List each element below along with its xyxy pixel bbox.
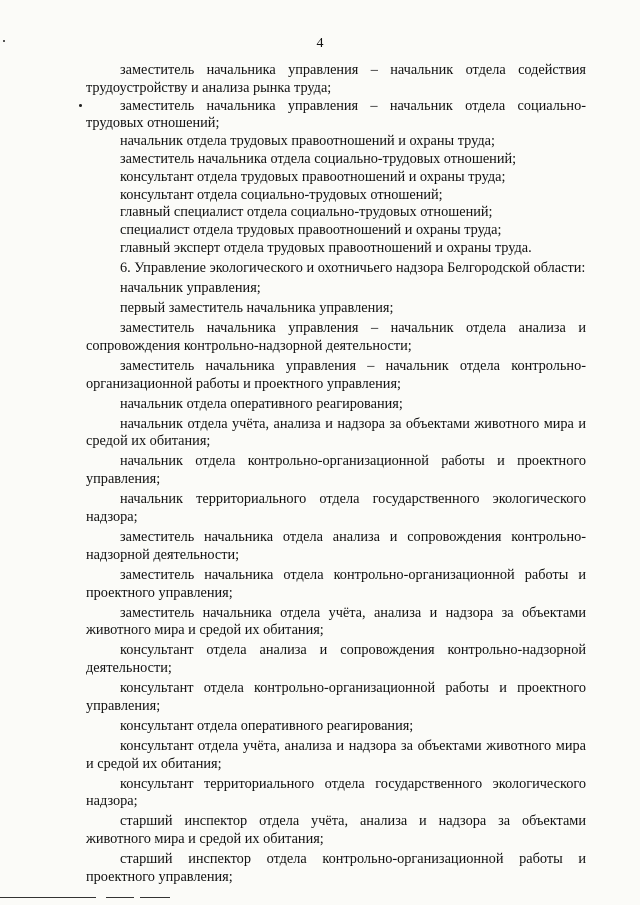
scan-edge-line (140, 897, 170, 898)
list-item: начальник управления; (120, 280, 261, 297)
section-heading: 6. Управление экологического и охотничьего надзора Белгородской области: (120, 260, 586, 277)
list-item: начальник территориального отдела государственного экологического надзора; (86, 491, 586, 526)
list-item: начальник отдела трудовых правоотношений и охраны труда; (120, 133, 495, 150)
list-item: первый заместитель начальника управления; (120, 300, 394, 317)
list-item: заместитель начальника управления – начальник отдела содействия трудоустройству и анализа рынка труда; (86, 62, 586, 96)
list-item: специалист отдела трудовых правоотношений и охраны труда; (120, 222, 502, 239)
list-item: начальник отдела оперативного реагирования; (120, 395, 403, 412)
list-item: консультант отдела оперативного реагирования; (120, 717, 414, 734)
list-item: заместитель начальника отдела анализа и сопровождения контрольно-надзорной деятельности; (86, 529, 586, 563)
list-item: главный специалист отдела социально-трудовых отношений; (120, 204, 493, 221)
list-item: заместитель начальника управления – начальник отдела социально-трудовых отношений; (86, 97, 586, 132)
list-item: начальник отдела учёта, анализа и надзора за объектами животного мира и средой их обитания; (86, 415, 586, 450)
list-item: главный эксперт отдела трудовых правоотношений и охраны труда. (120, 239, 532, 256)
scan-speck (3, 40, 5, 42)
list-item: старший инспектор отдела учёта, анализа и надзора за объектами животного мира и средой их обитания; (86, 813, 586, 848)
page-number: 4 (316, 36, 324, 51)
list-item: консультант отдела трудовых правоотношений и охраны труда; (120, 168, 506, 185)
list-item: старший инспектор отдела контрольно-организационной работы и проектного управления; (86, 851, 586, 886)
list-item: консультант отдела учёта, анализа и надзора за объектами животного мира и средой их обитания; (86, 737, 586, 772)
list-item: консультант отдела контрольно-организационной работы и проектного управления; (86, 680, 586, 714)
list-item: заместитель начальника управления – начальник отдела анализа и сопровождения контрольно-надзорной деятельности; (86, 320, 586, 354)
scan-speck (79, 104, 82, 107)
list-item: консультант территориального отдела государственного экологического надзора; (86, 775, 586, 810)
document-body (86, 62, 586, 887)
list-item: начальник отдела контрольно-организационной работы и проектного управления; (86, 453, 586, 488)
list-item: заместитель начальника отдела учёта, анализа и надзора за объектами животного мира и средой их обитания; (86, 604, 586, 639)
scan-edge-line (106, 897, 134, 898)
list-item: заместитель начальника отдела социально-трудовых отношений; (120, 150, 517, 167)
list-item: консультант отдела социально-трудовых отношений; (120, 186, 443, 203)
list-item: консультант отдела анализа и сопровождения контрольно-надзорной деятельности; (86, 642, 586, 677)
scan-edge-line (0, 897, 96, 898)
list-item: заместитель начальника отдела контрольно-организационной работы и проектного управления; (86, 566, 586, 601)
list-item: заместитель начальника управления – начальник отдела контрольно-организационной работы и проектного управления; (86, 357, 586, 392)
